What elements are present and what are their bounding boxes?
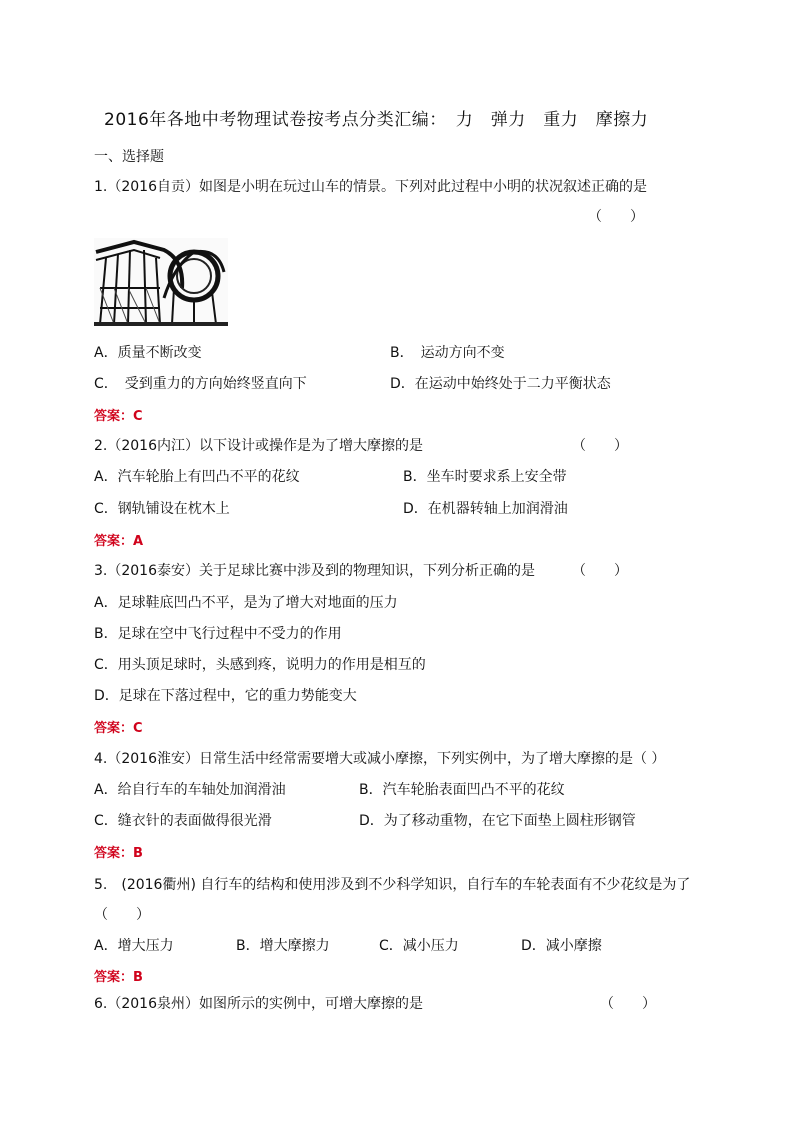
question-1-bracket: （ ）: [588, 209, 644, 225]
question-4-option-a: A．给自行车的车轴处加润滑油: [94, 782, 286, 798]
question-4-option-c: C．缝衣针的表面做得很光滑: [94, 813, 272, 829]
question-5-answer: 答案：B: [94, 970, 143, 985]
question-2-option-b: B．坐车时要求系上安全带: [403, 469, 567, 485]
question-4-stem: 4.（2016淮安）日常生活中经常需要增大或减小摩擦，下列实例中，为了增大摩擦的是（ ）: [94, 751, 666, 767]
question-5-bracket: （ ）: [94, 907, 150, 923]
question-2-option-c: C．钢轨铺设在枕木上: [94, 501, 230, 517]
question-1-stem: 1.（2016自贡）如图是小明在玩过山车的情景。下列对此过程中小明的状况叙述正确的是: [94, 179, 647, 195]
question-5-option-d: D．减小摩擦: [521, 938, 602, 954]
question-4-option-b: B．汽车轮胎表面凹凸不平的花纹: [359, 782, 565, 798]
question-3-answer: 答案：C: [94, 721, 143, 736]
section-heading: 一、选择题: [94, 149, 164, 165]
question-5-stem: 5. (2016衢州) 自行车的结构和使用涉及到不少科学知识，自行车的车轮表面有不少花纹是为了: [94, 877, 691, 893]
question-2-option-d: D．在机器转轴上加润滑油: [403, 501, 568, 517]
question-6-bracket: （ ）: [600, 996, 656, 1012]
page-title: 2016年各地中考物理试卷按考点分类汇编： 力 弹力 重力 摩擦力: [104, 110, 649, 130]
question-5-option-c: C．减小压力: [379, 938, 459, 954]
question-5-option-b: B．增大摩擦力: [236, 938, 330, 954]
question-1-option-b: B． 运动方向不变: [390, 345, 505, 361]
question-2-answer: 答案：A: [94, 534, 144, 549]
question-3-stem: 3.（2016泰安）关于足球比赛中涉及到的物理知识，下列分析正确的是: [94, 563, 535, 579]
question-2-bracket: （ ）: [572, 438, 628, 454]
question-2-option-a: A．汽车轮胎上有凹凸不平的花纹: [94, 469, 300, 485]
question-4-option-d: D．为了移动重物，在它下面垫上圆柱形钢管: [359, 813, 636, 829]
question-1-option-d: D．在运动中始终处于二力平衡状态: [390, 376, 611, 392]
question-4-answer: 答案：B: [94, 846, 143, 861]
question-3-bracket: （ ）: [572, 563, 628, 579]
question-1-option-a: A．质量不断改变: [94, 345, 202, 361]
question-3-option-c: C．用头顶足球时，头感到疼，说明力的作用是相互的: [94, 657, 426, 673]
question-3-option-b: B．足球在空中飞行过程中不受力的作用: [94, 626, 342, 642]
question-1-answer: 答案：C: [94, 409, 143, 424]
question-5-option-a: A．增大压力: [94, 938, 174, 954]
question-2-stem: 2.（2016内江）以下设计或操作是为了增大摩擦的是: [94, 438, 423, 454]
question-1-option-c: C． 受到重力的方向始终竖直向下: [94, 376, 307, 392]
question-3-option-d: D．足球在下落过程中，它的重力势能变大: [94, 688, 357, 704]
question-3-option-a: A．足球鞋底凹凸不平，是为了增大对地面的压力: [94, 595, 398, 611]
roller-coaster-photo: [94, 238, 228, 326]
question-6-stem: 6.（2016泉州）如图所示的实例中，可增大摩擦的是: [94, 996, 423, 1012]
